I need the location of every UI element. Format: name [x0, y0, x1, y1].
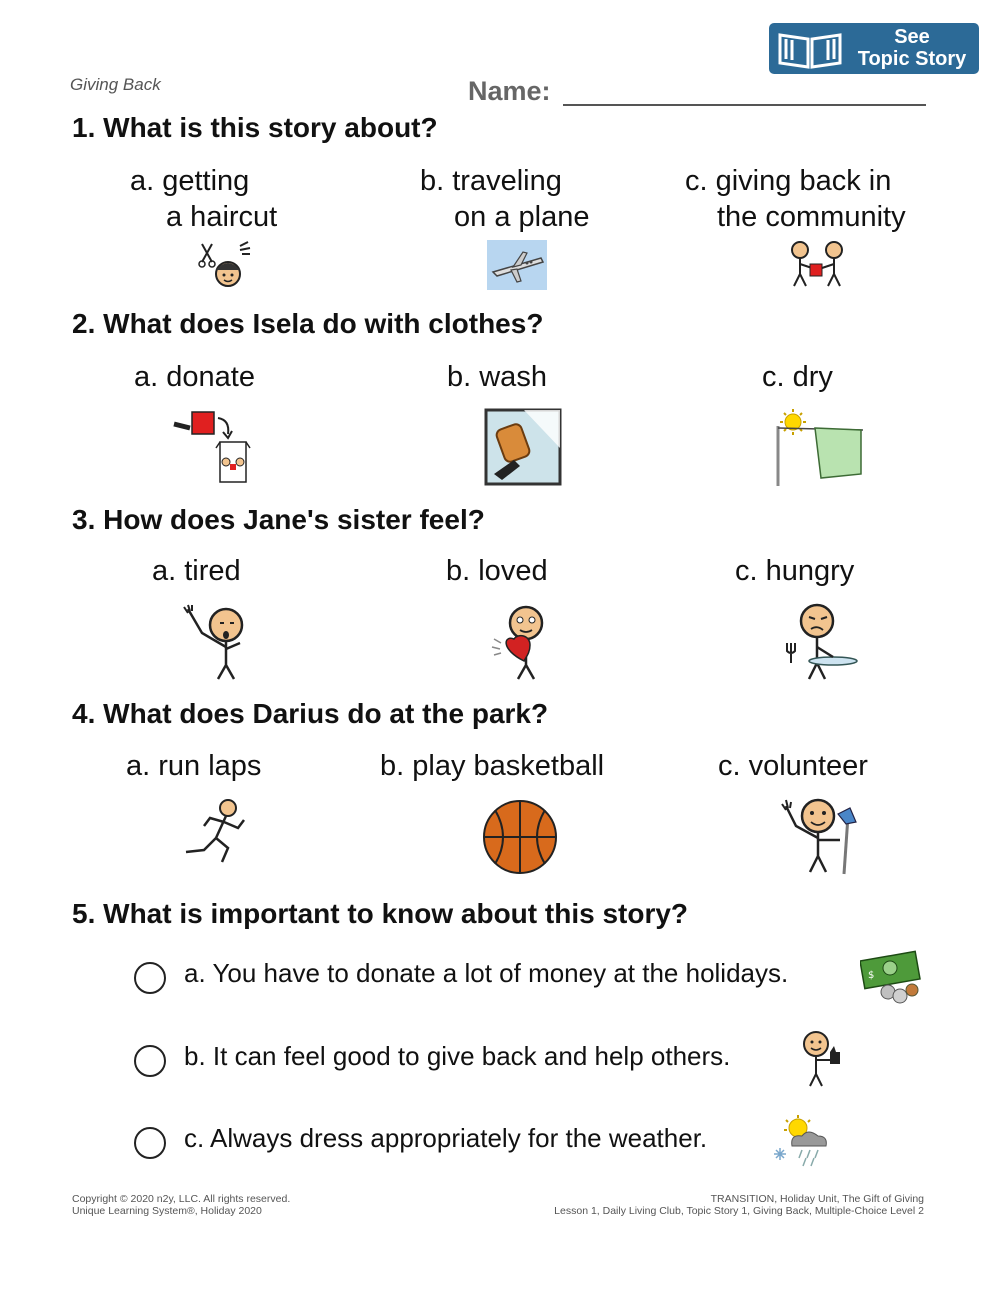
- option-line1: c. volunteer: [718, 750, 868, 782]
- question-text: What is important to know about this story?: [103, 898, 689, 929]
- running-person-icon: [182, 798, 252, 866]
- svg-text:$: $: [868, 970, 875, 981]
- question-5: [72, 898, 688, 930]
- haircut-icon: [196, 240, 252, 290]
- question-text: What does Isela do with clothes?: [103, 308, 544, 339]
- giving-people-icon: [786, 240, 846, 288]
- option-line1: a. tired: [152, 555, 241, 587]
- donate-box-icon: [172, 406, 252, 486]
- question-number: 5.: [72, 898, 96, 929]
- q5-option-c-text[interactable]: c. Always dress appropriately for the weather.: [184, 1123, 708, 1153]
- option-line2: the community: [717, 201, 906, 233]
- question-1: [72, 112, 438, 144]
- topic-button-line2: Topic Story: [857, 48, 967, 70]
- name-input-line[interactable]: [563, 104, 926, 106]
- q4-option-c[interactable]: [718, 748, 868, 784]
- footer-right-line1: TRANSITION, Holiday Unit, The Gift of Giving: [710, 1193, 924, 1205]
- q5-option-a-text[interactable]: a. You have to donate a lot of money at the holidays.: [184, 958, 789, 988]
- question-text: How does Jane's sister feel?: [103, 504, 485, 535]
- q2-option-b[interactable]: [447, 359, 547, 395]
- question-2: [72, 308, 543, 340]
- q2-option-a[interactable]: [134, 359, 255, 395]
- question-number: 2.: [72, 308, 96, 339]
- question-text: What does Darius do at the park?: [103, 698, 549, 729]
- open-book-icon: [777, 29, 843, 69]
- footer-right-line2: Lesson 1, Daily Living Club, Topic Story 1, Giving Back, Multiple-Choice Level 2: [554, 1205, 924, 1217]
- q5-option-c-radio[interactable]: [134, 1127, 166, 1159]
- wash-window-icon: [484, 408, 562, 486]
- option-line1: b. traveling: [420, 165, 562, 197]
- q1-option-c[interactable]: [685, 163, 906, 235]
- money-icon: [860, 950, 924, 1004]
- yawning-person-icon: [180, 603, 252, 681]
- basketball-icon: [481, 798, 559, 876]
- q1-option-b[interactable]: [420, 163, 589, 235]
- footer-left-line1: Copyright © 2020 n2y, LLC. All rights reserved.: [72, 1193, 291, 1205]
- option-line1: b. wash: [447, 361, 547, 393]
- option-line2: on a plane: [454, 201, 590, 233]
- person-with-heart-icon: [490, 603, 556, 681]
- question-3: [72, 504, 485, 536]
- footer-left-line2: Unique Learning System®, Holiday 2020: [72, 1205, 262, 1217]
- q1-option-a[interactable]: [130, 163, 277, 235]
- q4-option-b[interactable]: [380, 748, 604, 784]
- question-number: 3.: [72, 504, 96, 535]
- lesson-footer: [554, 1193, 924, 1217]
- weather-icon: [766, 1114, 832, 1170]
- option-line1: a. getting: [130, 165, 250, 197]
- see-topic-story-button[interactable]: [769, 23, 979, 74]
- clothesline-sun-icon: [773, 408, 865, 488]
- thumbs-up-person-icon: [800, 1030, 846, 1088]
- q3-option-b[interactable]: [446, 553, 548, 589]
- option-line1: b. play basketball: [380, 750, 605, 782]
- question-number: 4.: [72, 698, 96, 729]
- option-line1: c. dry: [762, 361, 833, 393]
- question-text: What is this story about?: [103, 112, 438, 143]
- hungry-person-plate-icon: [785, 603, 859, 681]
- option-line2: a haircut: [166, 201, 278, 233]
- topic-button-line1: See: [894, 26, 930, 48]
- q3-option-a[interactable]: [152, 553, 241, 589]
- copyright-footer: [72, 1193, 290, 1217]
- question-4: [72, 698, 548, 730]
- q5-option-b-text[interactable]: b. It can feel good to give back and help others.: [184, 1041, 731, 1071]
- option-line1: a. run laps: [126, 750, 262, 782]
- unit-title: Giving Back: [70, 75, 161, 94]
- question-number: 1.: [72, 112, 96, 143]
- option-line1: b. loved: [446, 555, 548, 587]
- option-line1: a. donate: [134, 361, 255, 393]
- q3-option-c[interactable]: [735, 553, 854, 589]
- option-line1: c. hungry: [735, 555, 855, 587]
- volunteer-person-icon: [776, 796, 866, 876]
- name-label: Name:: [468, 76, 551, 106]
- option-line1: c. giving back in: [685, 165, 892, 197]
- q5-option-a-radio[interactable]: [134, 962, 166, 994]
- q2-option-c[interactable]: [762, 359, 833, 395]
- airplane-icon: [487, 240, 547, 290]
- q4-option-a[interactable]: [126, 748, 261, 784]
- q5-option-b-radio[interactable]: [134, 1045, 166, 1077]
